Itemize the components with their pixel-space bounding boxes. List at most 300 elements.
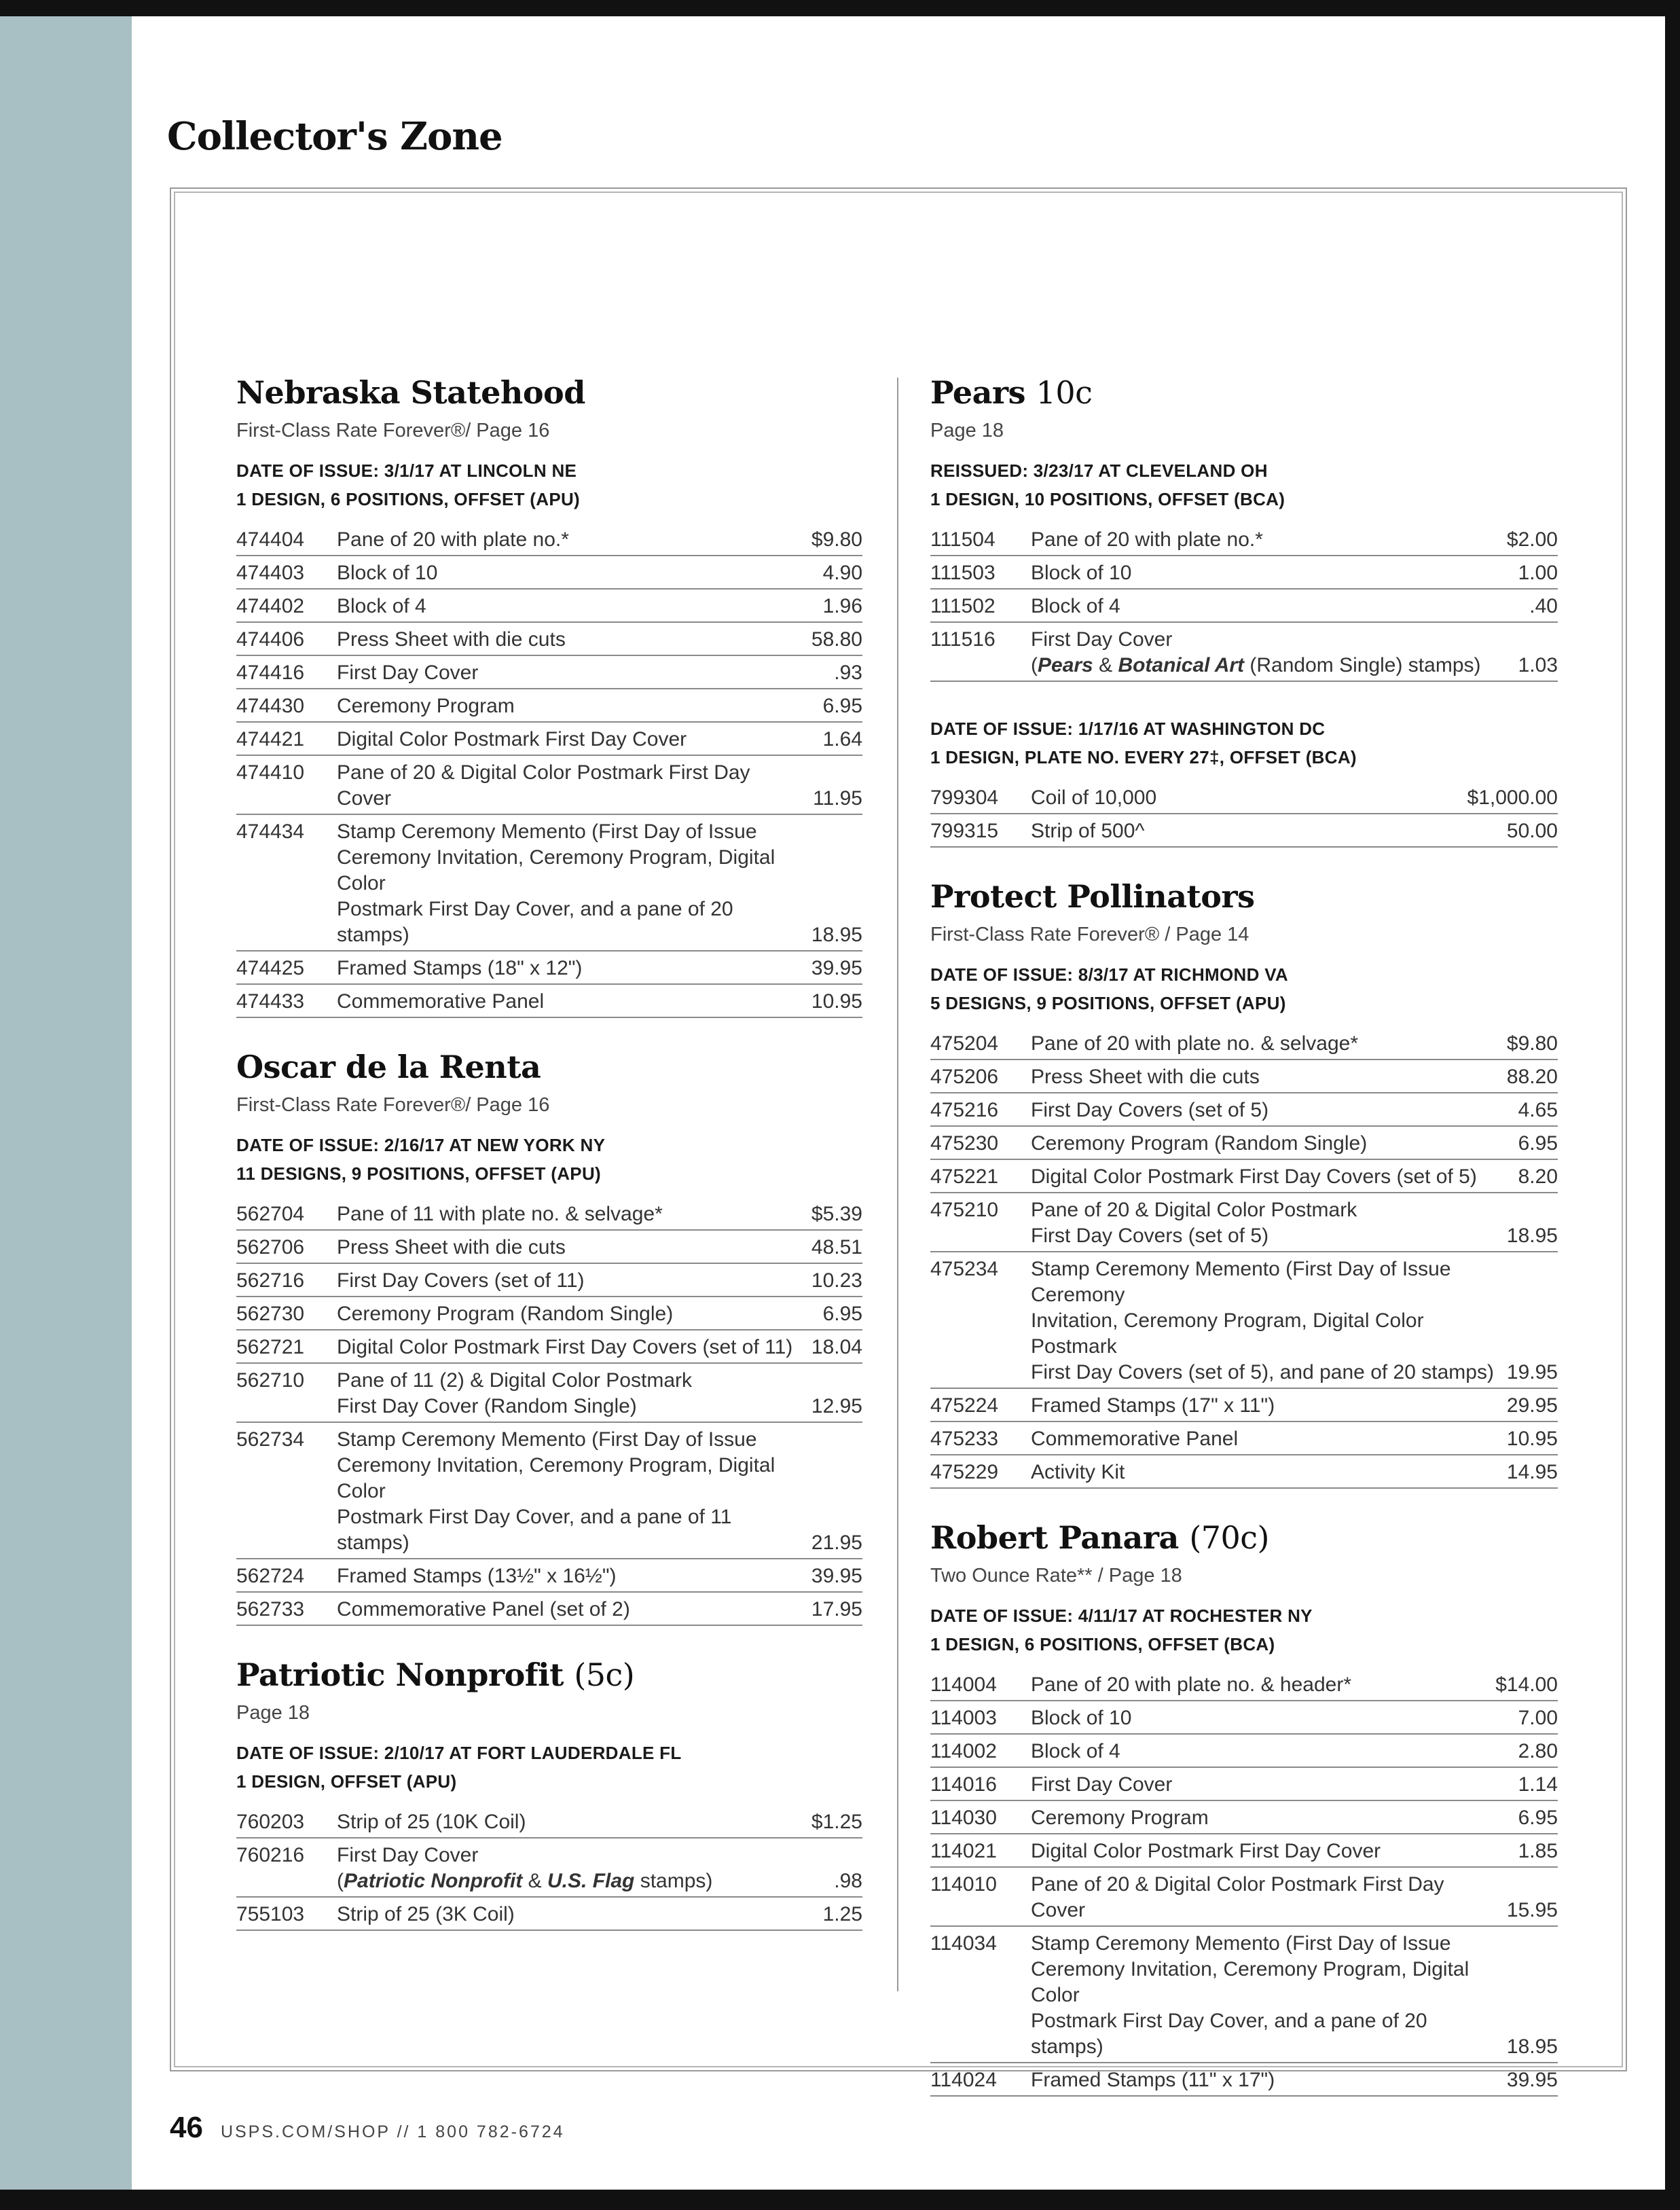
product-table [236, 1197, 862, 1626]
issue-line: 1 DESIGN, 6 POSITIONS, OFFSET (APU) [236, 489, 581, 509]
table-row [930, 1027, 1558, 1060]
table-row [236, 1805, 862, 1838]
item-description [337, 819, 805, 948]
item-description [337, 1809, 805, 1835]
issue-line: DATE OF ISSUE: 2/16/17 AT NEW YORK NY [236, 1135, 606, 1155]
item-description [1031, 1772, 1512, 1798]
item-number: 114003 [930, 1707, 997, 1729]
item-number: 111503 [930, 562, 996, 584]
item-number: 111502 [930, 595, 996, 617]
scan-top-edge [0, 0, 1680, 16]
item-description-line: Press Sheet with die cuts [1031, 1066, 1260, 1088]
item-price: 6.95 [822, 695, 862, 717]
item-description-line: Ceremony Invitation, Ceremony Program, Digital Color [337, 846, 775, 894]
item-description-line: Pane of 11 (2) & Digital Color Postmark [337, 1369, 692, 1392]
table-row [236, 985, 862, 1018]
item-description [1031, 818, 1500, 844]
item-price: 18.95 [1506, 2035, 1558, 2058]
item-description [337, 1201, 805, 1227]
table-row [930, 556, 1558, 590]
product-table [930, 1027, 1558, 1489]
table-row [236, 815, 862, 952]
item-price: $1,000.00 [1467, 786, 1558, 809]
item-description-line: First Day Cover [337, 1844, 479, 1866]
item-price: 2.80 [1518, 1740, 1558, 1762]
item-description [337, 1843, 827, 1894]
table-row [236, 1330, 862, 1364]
item-description [1031, 1426, 1500, 1452]
item-price: 48.51 [811, 1236, 862, 1258]
item-description-line: Block of 10 [1031, 1707, 1132, 1729]
item-number: 114016 [930, 1773, 997, 1796]
issue-info [236, 1739, 862, 1796]
item-number: 474402 [236, 595, 305, 617]
item-description-line: Strip of 25 (10K Coil) [337, 1811, 526, 1833]
item-number: 114034 [930, 1932, 997, 1955]
section-name: Pears [930, 374, 1026, 411]
item-description [1031, 1931, 1500, 2060]
item-description-line: Pane of 20 & Digital Color Postmark First Day Cover [1031, 1873, 1444, 1921]
item-number: 114021 [930, 1840, 997, 1862]
item-price: 4.90 [822, 562, 862, 584]
item-description-line: Postmark First Day Cover, and a pane of 20 stamps) [337, 898, 733, 946]
item-price: 1.14 [1518, 1773, 1558, 1796]
table-row [236, 723, 862, 756]
item-number: 562704 [236, 1203, 305, 1225]
item-number: 111516 [930, 628, 996, 651]
table-row [930, 1927, 1558, 2063]
item-number: 475230 [930, 1132, 999, 1155]
item-number: 755103 [236, 1903, 305, 1925]
item-description [337, 627, 805, 653]
table-row [236, 1838, 862, 1898]
item-number: 111504 [930, 528, 996, 551]
item-description [1031, 1393, 1500, 1419]
item-description [1031, 1705, 1512, 1731]
item-description-line: Activity Kit [1031, 1461, 1125, 1483]
item-number: 474430 [236, 695, 305, 717]
table-row [236, 523, 862, 556]
item-description-line: Pane of 20 with plate no. & header* [1031, 1673, 1352, 1696]
item-price: 18.95 [811, 924, 862, 946]
item-number: 475204 [930, 1032, 999, 1055]
item-price: 39.95 [811, 1565, 862, 1587]
stamp-section [236, 1653, 862, 1931]
item-description [1031, 560, 1512, 586]
item-description [1031, 1098, 1512, 1123]
section-name: Protect Pollinators [930, 878, 1255, 915]
item-description-line: Digital Color Postmark First Day Cover [1031, 1840, 1381, 1862]
item-description [337, 1427, 805, 1556]
item-description-line: Stamp Ceremony Memento (First Day of Issue [337, 1428, 757, 1451]
item-price: 39.95 [811, 957, 862, 979]
item-price: 1.00 [1518, 562, 1558, 584]
item-number: 562710 [236, 1369, 305, 1392]
item-number: 475224 [930, 1394, 999, 1417]
group-gap [930, 682, 1558, 704]
item-price: 11.95 [813, 787, 862, 810]
stamp-section [236, 1045, 862, 1626]
item-description-line: Postmark First Day Cover, and a pane of 20 stamps) [1031, 2010, 1427, 2058]
section-title [236, 371, 862, 414]
item-price: 1.96 [822, 595, 862, 617]
table-row [930, 1252, 1558, 1389]
section-title [930, 875, 1558, 918]
section-subtitle: Page 18 [930, 420, 1004, 441]
item-description [337, 1368, 805, 1419]
section-title [236, 1045, 862, 1089]
item-number: 760216 [236, 1844, 305, 1866]
table-row [930, 1060, 1558, 1093]
item-price: .40 [1529, 595, 1558, 617]
section-subtitle: Page 18 [236, 1702, 310, 1724]
section-name: Oscar de la Renta [236, 1049, 541, 1085]
item-description [337, 527, 805, 553]
section-subtitle: First-Class Rate Forever®/ Page 16 [236, 1094, 550, 1116]
issue-info [236, 456, 862, 513]
item-description-line: Digital Color Postmark First Day Covers (set of 11) [337, 1336, 793, 1358]
item-price: 7.00 [1518, 1707, 1558, 1729]
item-description [337, 1335, 805, 1360]
item-description-line: First Day Cover [1031, 1773, 1173, 1796]
table-row [930, 2063, 1558, 2097]
item-description [337, 560, 816, 586]
item-description-line: Framed Stamps (18" x 12") [337, 957, 583, 979]
table-row [236, 623, 862, 656]
table-row [930, 1801, 1558, 1834]
table-row [930, 590, 1558, 623]
table-row [930, 1701, 1558, 1735]
item-description-line: Pane of 11 with plate no. & selvage* [337, 1203, 663, 1225]
item-description-line: Strip of 500^ [1031, 820, 1145, 842]
item-price: $9.80 [1506, 1032, 1558, 1055]
item-description [337, 594, 816, 619]
issue-line: DATE OF ISSUE: 2/10/17 AT FORT LAUDERDALE FL [236, 1743, 682, 1763]
item-description-line: Ceremony Program [1031, 1807, 1209, 1829]
issue-line: 1 DESIGN, OFFSET (APU) [236, 1771, 457, 1792]
product-table [930, 781, 1558, 848]
item-number: 474406 [236, 628, 305, 651]
item-price: 21.95 [811, 1532, 862, 1554]
table-row [236, 952, 862, 985]
item-price: 6.95 [1518, 1807, 1558, 1829]
item-number: 562734 [236, 1428, 305, 1451]
issue-line: 11 DESIGNS, 9 POSITIONS, OFFSET (APU) [236, 1163, 601, 1184]
item-number: 475221 [930, 1165, 999, 1188]
item-description-line: Ceremony Program (Random Single) [337, 1303, 674, 1325]
item-description-line: Block of 10 [1031, 562, 1132, 584]
table-row [930, 1455, 1558, 1489]
section-denomination: (70c) [1189, 1519, 1270, 1556]
item-description-line: Press Sheet with die cuts [337, 1236, 566, 1258]
item-description [1031, 785, 1461, 811]
table-row [930, 1768, 1558, 1801]
page-footer [170, 2111, 565, 2145]
table-row [930, 1422, 1558, 1455]
section-title [930, 1516, 1558, 1559]
item-description [1031, 1256, 1500, 1385]
section-subtitle: Two Ounce Rate** / Page 18 [930, 1565, 1182, 1587]
item-price: $1.25 [811, 1811, 862, 1833]
table-row [930, 623, 1558, 682]
section-name: Nebraska Statehood [236, 374, 585, 411]
item-price: 15.95 [1506, 1899, 1558, 1921]
table-row [930, 1868, 1558, 1927]
item-description [1031, 594, 1522, 619]
item-number: 562733 [236, 1598, 305, 1620]
table-row [236, 1297, 862, 1330]
table-row [930, 781, 1558, 814]
item-number: 475233 [930, 1428, 999, 1450]
item-description-line: Press Sheet with die cuts [337, 628, 566, 651]
item-description [1031, 1805, 1512, 1831]
item-price: 58.80 [811, 628, 862, 651]
table-row [930, 814, 1558, 848]
item-description-line: Framed Stamps (13½" x 16½") [337, 1565, 617, 1587]
table-row [236, 689, 862, 723]
item-description [1031, 1131, 1512, 1157]
item-number: 562721 [236, 1336, 305, 1358]
issue-line: REISSUED: 3/23/17 AT CLEVELAND OH [930, 460, 1268, 481]
table-row [236, 1559, 862, 1593]
item-description-line: First Day Cover [1031, 628, 1173, 651]
item-description-line: Strip of 25 (3K Coil) [337, 1903, 515, 1925]
item-description-line: Block of 4 [1031, 1740, 1120, 1762]
item-price: $9.80 [811, 528, 862, 551]
item-price: $14.00 [1495, 1673, 1558, 1696]
table-row [930, 1834, 1558, 1868]
item-description [337, 956, 805, 981]
item-price: 10.23 [811, 1269, 862, 1292]
item-description-line: Ceremony Invitation, Ceremony Program, Digital Color [337, 1454, 775, 1502]
item-price: 12.95 [811, 1395, 862, 1417]
product-table [930, 1668, 1558, 2097]
section-subtitle: First-Class Rate Forever® / Page 14 [930, 924, 1249, 945]
page-title: Collector's Zone [167, 114, 503, 159]
item-number: 474404 [236, 528, 305, 551]
item-description-line: First Day Covers (set of 11) [337, 1269, 585, 1292]
item-number: 475210 [930, 1199, 999, 1221]
item-description-line: First Day Cover (Random Single) [337, 1395, 637, 1417]
section-name: Patriotic Nonprofit [236, 1656, 564, 1693]
item-description [337, 1902, 816, 1927]
stamp-section [930, 371, 1558, 848]
item-description-line: Ceremony Program (Random Single) [1031, 1132, 1368, 1155]
item-number: 562706 [236, 1236, 305, 1258]
item-description-line: First Day Covers (set of 5), and pane of 20 stamps) [1031, 1361, 1494, 1383]
item-number: 562724 [236, 1565, 305, 1587]
item-price: 88.20 [1506, 1066, 1558, 1088]
item-price: 8.20 [1518, 1165, 1558, 1188]
item-description-line: Ceremony Program [337, 695, 515, 717]
table-row [236, 1231, 862, 1264]
table-row [236, 1197, 862, 1231]
product-table [930, 523, 1558, 682]
table-row [930, 1735, 1558, 1768]
item-price: 10.95 [1506, 1428, 1558, 1450]
item-price: 10.95 [811, 990, 862, 1013]
issue-line: 1 DESIGN, 6 POSITIONS, OFFSET (BCA) [930, 1634, 1275, 1654]
item-price: 50.00 [1506, 820, 1558, 842]
item-price: .98 [834, 1870, 862, 1892]
item-description [337, 989, 805, 1015]
item-description-line: Block of 4 [1031, 595, 1120, 617]
page-number: 46 [170, 2111, 203, 2144]
issue-line: 1 DESIGN, 10 POSITIONS, OFFSET (BCA) [930, 489, 1285, 509]
item-description-line: First Day Covers (set of 5) [1031, 1225, 1269, 1247]
item-description-line: Block of 10 [337, 562, 438, 584]
item-description-line: Pane of 20 with plate no. & selvage* [1031, 1032, 1358, 1055]
item-description-line: Ceremony Invitation, Ceremony Program, Digital Color [1031, 1958, 1469, 2006]
item-description [337, 727, 816, 753]
issue-info [930, 714, 1558, 772]
item-description [337, 693, 816, 719]
item-number: 474434 [236, 820, 305, 843]
item-price: 6.95 [1518, 1132, 1558, 1155]
item-description [1031, 527, 1500, 553]
stamp-section [930, 875, 1558, 1489]
item-number: 475234 [930, 1258, 999, 1280]
issue-line: 1 DESIGN, PLATE NO. EVERY 27‡, OFFSET (BCA) [930, 747, 1357, 767]
item-description [1031, 627, 1512, 678]
item-number: 474410 [236, 761, 305, 784]
table-row [236, 756, 862, 815]
item-description [337, 1597, 805, 1623]
table-row [236, 590, 862, 623]
item-description-line: Pane of 20 with plate no.* [337, 528, 569, 551]
item-number: 474416 [236, 662, 305, 684]
item-price: 1.85 [1518, 1840, 1558, 1862]
item-description-line: (Pears & Botanical Art (Random Single) stamps) [1031, 654, 1481, 676]
item-number: 799304 [930, 786, 999, 809]
item-description-line: Commemorative Panel [337, 990, 545, 1013]
column-divider [897, 378, 898, 1991]
item-description [1031, 1164, 1512, 1190]
item-price: 1.64 [822, 728, 862, 750]
section-denomination: (5c) [574, 1656, 635, 1693]
issue-line: DATE OF ISSUE: 8/3/17 AT RICHMOND VA [930, 964, 1289, 985]
item-description [337, 660, 827, 686]
stamp-section [236, 371, 862, 1018]
item-number: 114024 [930, 2069, 997, 2091]
item-description-line: Stamp Ceremony Memento (First Day of Issue Ceremony [1031, 1258, 1451, 1306]
section-name: Robert Panara [930, 1519, 1179, 1556]
item-number: 474403 [236, 562, 305, 584]
item-price: 18.95 [1506, 1225, 1558, 1247]
right-column [930, 371, 1558, 2124]
table-row [236, 1264, 862, 1297]
item-number: 475229 [930, 1461, 999, 1483]
item-description [337, 1301, 816, 1327]
stamp-section [930, 1516, 1558, 2097]
issue-info [930, 960, 1558, 1017]
item-description-line: First Day Cover [337, 662, 479, 684]
item-description-line: Digital Color Postmark First Day Cover [337, 728, 687, 750]
issue-line: DATE OF ISSUE: 4/11/17 AT ROCHESTER NY [930, 1606, 1313, 1626]
item-number: 562730 [236, 1303, 305, 1325]
item-description-line: Pane of 20 & Digital Color Postmark First Day Cover [337, 761, 750, 810]
item-description [337, 1235, 805, 1261]
issue-line: DATE OF ISSUE: 3/1/17 AT LINCOLN NE [236, 460, 577, 481]
issue-info [930, 456, 1558, 513]
item-number: 114030 [930, 1807, 997, 1829]
item-number: 474433 [236, 990, 305, 1013]
table-row [236, 1898, 862, 1931]
item-number: 474425 [236, 957, 305, 979]
section-denomination: 10c [1036, 374, 1093, 411]
item-description-line: Block of 4 [337, 595, 426, 617]
item-description-line: Coil of 10,000 [1031, 786, 1157, 809]
item-description [337, 760, 806, 812]
table-row [236, 556, 862, 590]
item-price: 14.95 [1506, 1461, 1558, 1483]
item-number: 760203 [236, 1811, 305, 1833]
table-row [236, 1423, 862, 1559]
item-number: 474421 [236, 728, 305, 750]
item-description-line: Invitation, Ceremony Program, Digital Color Postmark [1031, 1309, 1424, 1358]
item-description [1031, 1872, 1500, 1923]
item-price: $5.39 [811, 1203, 862, 1225]
section-subtitle: First-Class Rate Forever®/ Page 16 [236, 420, 550, 441]
item-description [337, 1563, 805, 1589]
footer-contact: USPS.COM/SHOP // 1 800 782-6724 [220, 2122, 565, 2141]
item-description-line: Framed Stamps (11" x 17") [1031, 2069, 1275, 2091]
left-column [236, 371, 862, 1958]
item-number: 799315 [930, 820, 999, 842]
item-description [1031, 1064, 1500, 1090]
item-description-line: Stamp Ceremony Memento (First Day of Issue [1031, 1932, 1451, 1955]
table-row [930, 1668, 1558, 1701]
item-description-line: First Day Covers (set of 5) [1031, 1099, 1269, 1121]
item-description [1031, 1460, 1500, 1485]
item-description-line: Commemorative Panel (set of 2) [337, 1598, 630, 1620]
section-title [236, 1653, 862, 1697]
item-description-line: Stamp Ceremony Memento (First Day of Issue [337, 820, 757, 843]
item-price: 39.95 [1506, 2069, 1558, 2091]
item-price: 19.95 [1506, 1361, 1558, 1383]
item-description [1031, 1838, 1512, 1864]
scan-right-edge [1665, 16, 1680, 2190]
table-row [236, 656, 862, 689]
item-description-line: Postmark First Day Cover, and a pane of 11 stamps) [337, 1506, 732, 1554]
section-title [930, 371, 1558, 414]
item-description [1031, 1197, 1500, 1249]
page-side-strip [0, 16, 132, 2190]
item-description [337, 1268, 805, 1294]
item-price: 17.95 [811, 1598, 862, 1620]
issue-info [236, 1131, 862, 1188]
table-row [930, 1193, 1558, 1252]
item-description-line: Pane of 20 & Digital Color Postmark [1031, 1199, 1357, 1221]
item-number: 475216 [930, 1099, 999, 1121]
item-price: 6.95 [822, 1303, 862, 1325]
item-description [1031, 2067, 1500, 2093]
item-description [1031, 1672, 1489, 1698]
item-number: 114004 [930, 1673, 997, 1696]
table-row [930, 1389, 1558, 1422]
table-row [236, 1364, 862, 1423]
item-price: 4.65 [1518, 1099, 1558, 1121]
item-description-line: Framed Stamps (17" x 11") [1031, 1394, 1275, 1417]
item-price: 18.04 [811, 1336, 862, 1358]
table-row [930, 1093, 1558, 1127]
product-table [236, 1805, 862, 1931]
table-row [930, 1160, 1558, 1193]
product-table [236, 523, 862, 1018]
item-price: 29.95 [1506, 1394, 1558, 1417]
item-price: $2.00 [1506, 528, 1558, 551]
item-number: 114010 [930, 1873, 997, 1896]
